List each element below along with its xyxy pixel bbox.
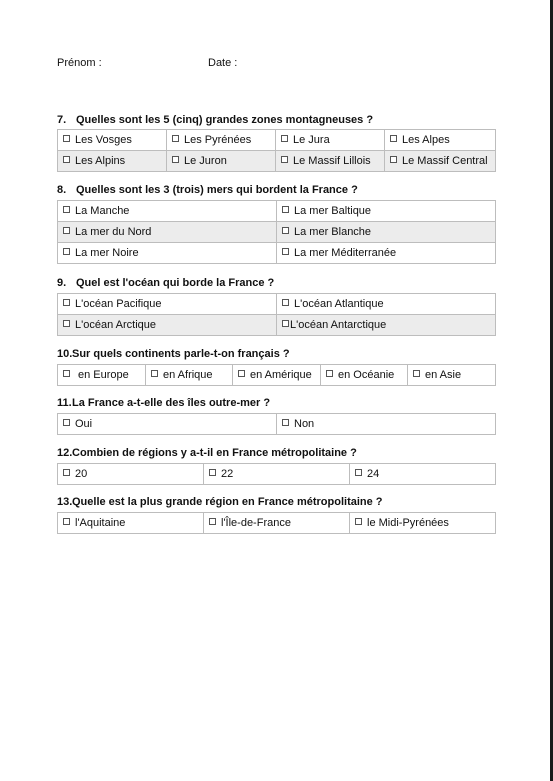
option[interactable]: en Europe xyxy=(58,365,146,386)
option[interactable]: en Océanie xyxy=(321,365,408,386)
option[interactable]: L'océan Atlantique xyxy=(277,294,496,315)
question-text: Quel est l'océan qui borde la France ? xyxy=(76,277,275,289)
question-number: 7. xyxy=(57,114,67,126)
checkbox-icon[interactable] xyxy=(281,156,288,163)
checkbox-icon[interactable] xyxy=(209,518,216,525)
option[interactable]: La mer du Nord xyxy=(58,222,277,243)
option[interactable]: en Amérique xyxy=(233,365,321,386)
question-11-title xyxy=(57,397,270,409)
options-row xyxy=(58,513,496,534)
checkbox-icon[interactable] xyxy=(282,320,289,327)
option[interactable]: La mer Baltique xyxy=(277,201,496,222)
option[interactable]: La Manche xyxy=(58,201,277,222)
options-row xyxy=(58,130,496,151)
option[interactable]: L'océan Pacifique xyxy=(58,294,277,315)
date-label: Date : xyxy=(208,57,238,69)
checkbox-icon[interactable] xyxy=(355,518,362,525)
question-number: 9. xyxy=(57,277,67,289)
question-11-options xyxy=(57,413,496,435)
question-text: Combien de régions y a-t-il en France métropolitaine ? xyxy=(72,447,357,459)
checkbox-icon[interactable] xyxy=(63,206,70,213)
question-9-title xyxy=(57,277,274,289)
question-text: Sur quels continents parle-t-on français ? xyxy=(72,348,290,360)
question-number: 8. xyxy=(57,184,67,196)
options-row xyxy=(58,222,496,243)
options-row xyxy=(58,243,496,264)
options-row xyxy=(58,365,496,386)
checkbox-icon[interactable] xyxy=(209,469,216,476)
checkbox-icon[interactable] xyxy=(281,135,288,142)
checkbox-icon[interactable] xyxy=(63,320,70,327)
option[interactable]: Le Massif Central xyxy=(385,151,496,172)
question-8-title xyxy=(57,184,358,196)
checkbox-icon[interactable] xyxy=(390,156,397,163)
checkbox-icon[interactable] xyxy=(282,206,289,213)
checkbox-icon[interactable] xyxy=(355,469,362,476)
options-row xyxy=(58,151,496,172)
question-7-options xyxy=(57,129,496,172)
option[interactable]: L'océan Arctique xyxy=(58,315,277,336)
option[interactable]: 20 xyxy=(58,464,204,485)
checkbox-icon[interactable] xyxy=(282,299,289,306)
option[interactable]: 24 xyxy=(350,464,496,485)
question-text: Quelles sont les 5 (cinq) grandes zones montagneuses ? xyxy=(76,114,374,126)
question-8-options xyxy=(57,200,496,264)
option[interactable]: le Midi-Pyrénées xyxy=(350,513,496,534)
option[interactable]: 22 xyxy=(204,464,350,485)
checkbox-icon[interactable] xyxy=(63,156,70,163)
option[interactable]: Les Alpes xyxy=(385,130,496,151)
options-row xyxy=(58,464,496,485)
question-number: 12. xyxy=(57,447,73,459)
question-7-title xyxy=(57,114,373,126)
checkbox-icon[interactable] xyxy=(63,419,70,426)
options-row xyxy=(58,414,496,435)
option[interactable]: Oui xyxy=(58,414,277,435)
options-row xyxy=(58,294,496,315)
question-text: Quelles sont les 3 (trois) mers qui bordent la France ? xyxy=(76,184,358,196)
option[interactable]: L'océan Antarctique xyxy=(277,315,496,336)
option[interactable]: Les Vosges xyxy=(58,130,167,151)
checkbox-icon[interactable] xyxy=(390,135,397,142)
option[interactable]: en Afrique xyxy=(146,365,233,386)
option[interactable]: Le Massif Lillois xyxy=(276,151,385,172)
question-13-options xyxy=(57,512,496,534)
question-number: 10. xyxy=(57,348,73,360)
question-text: La France a-t-elle des îles outre-mer ? xyxy=(72,397,271,409)
checkbox-icon[interactable] xyxy=(326,370,333,377)
option[interactable]: Les Alpins xyxy=(58,151,167,172)
option[interactable]: l'Île-de-France xyxy=(204,513,350,534)
checkbox-icon[interactable] xyxy=(282,227,289,234)
checkbox-icon[interactable] xyxy=(63,227,70,234)
option[interactable]: La mer Blanche xyxy=(277,222,496,243)
checkbox-icon[interactable] xyxy=(413,370,420,377)
option[interactable]: Non xyxy=(277,414,496,435)
option[interactable]: en Asie xyxy=(408,365,496,386)
question-number: 13. xyxy=(57,496,73,508)
option[interactable]: La mer Noire xyxy=(58,243,277,264)
checkbox-icon[interactable] xyxy=(63,299,70,306)
checkbox-icon[interactable] xyxy=(63,469,70,476)
checkbox-icon[interactable] xyxy=(151,370,158,377)
checkbox-icon[interactable] xyxy=(63,518,70,525)
question-9-options xyxy=(57,293,496,336)
question-13-title xyxy=(57,496,383,508)
question-text: Quelle est la plus grande région en France métropolitaine ? xyxy=(72,496,383,508)
question-12-title xyxy=(57,447,357,459)
checkbox-icon[interactable] xyxy=(63,370,70,377)
question-12-options xyxy=(57,463,496,485)
checkbox-icon[interactable] xyxy=(282,419,289,426)
question-number: 11. xyxy=(57,397,72,409)
checkbox-icon[interactable] xyxy=(282,248,289,255)
checkbox-icon[interactable] xyxy=(172,156,179,163)
option[interactable]: l'Aquitaine xyxy=(58,513,204,534)
option[interactable]: Le Juron xyxy=(167,151,276,172)
question-10-options xyxy=(57,364,496,386)
checkbox-icon[interactable] xyxy=(172,135,179,142)
question-10-title xyxy=(57,348,290,360)
options-row xyxy=(58,315,496,336)
prenom-label: Prénom : xyxy=(57,57,102,69)
options-row xyxy=(58,201,496,222)
checkbox-icon[interactable] xyxy=(238,370,245,377)
option[interactable]: Les Pyrénées xyxy=(167,130,276,151)
checkbox-icon[interactable] xyxy=(63,248,70,255)
option[interactable]: La mer Méditerranée xyxy=(277,243,496,264)
checkbox-icon[interactable] xyxy=(63,135,70,142)
option[interactable]: Le Jura xyxy=(276,130,385,151)
